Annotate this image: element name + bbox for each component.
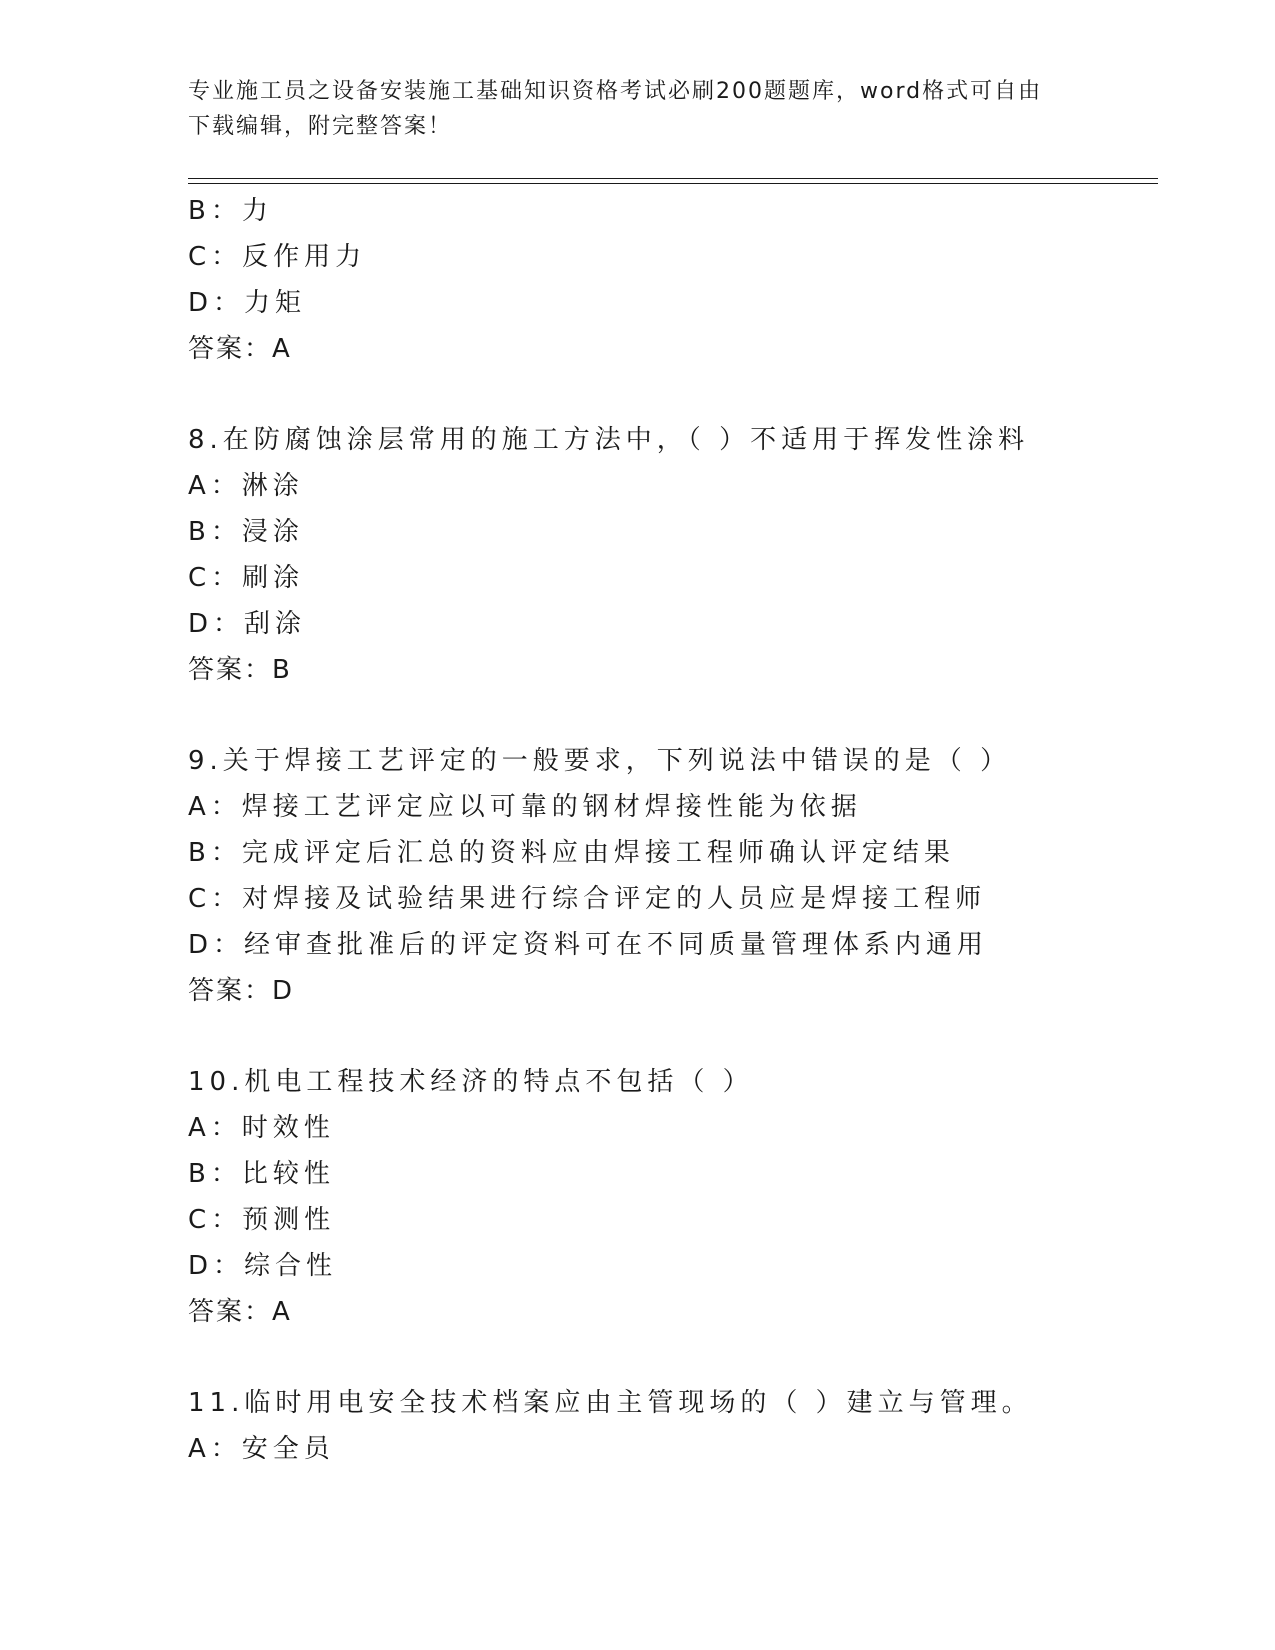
question-block <box>188 738 1168 1014</box>
header-rule-top <box>188 178 1158 179</box>
question-block <box>188 417 1168 693</box>
option-line: D：经审查批准后的评定资料可在不同质量管理体系内通用 <box>188 930 989 960</box>
question-stem: 10.机电工程技术经济的特点不包括（ ） <box>188 1067 754 1097</box>
document-header <box>188 74 1088 144</box>
option-line: C：预测性 <box>188 1205 336 1235</box>
option-line: C：对焊接及试验结果进行综合评定的人员应是焊接工程师 <box>188 884 987 914</box>
answer-line: 答案：A <box>188 334 292 364</box>
block-spacer <box>188 1014 1168 1059</box>
question-list <box>188 188 1168 1472</box>
question-stem: 8.在防腐蚀涂层常用的施工方法中，（ ）不适用于挥发性涂料 <box>188 425 1030 455</box>
option-line: A：焊接工艺评定应以可靠的钢材焊接性能为依据 <box>188 792 862 822</box>
block-spacer <box>188 372 1168 417</box>
header-line-1: 专业施工员之设备安装施工基础知识资格考试必刷200题题库，word格式可自由 <box>188 79 1043 104</box>
option-line: D：刮涂 <box>188 609 307 639</box>
question-stem: 9.关于焊接工艺评定的一般要求，下列说法中错误的是（ ） <box>188 746 1012 776</box>
answer-line: 答案：D <box>188 976 295 1006</box>
option-line: D：综合性 <box>188 1251 338 1281</box>
answer-line: 答案：A <box>188 1297 292 1327</box>
header-rule-bottom <box>188 183 1158 184</box>
option-line: A：安全员 <box>188 1434 335 1464</box>
option-line: C：反作用力 <box>188 242 367 272</box>
option-line: A：淋涂 <box>188 471 304 501</box>
question-block <box>188 188 1168 372</box>
question-stem: 11.临时用电安全技术档案应由主管现场的（ ）建立与管理。 <box>188 1388 1033 1418</box>
option-line: B：力 <box>188 196 273 226</box>
option-line: B：完成评定后汇总的资料应由焊接工程师确认评定结果 <box>188 838 955 868</box>
header-line-2: 下载编辑，附完整答案！ <box>188 114 453 139</box>
question-block <box>188 1059 1168 1335</box>
option-line: B：比较性 <box>188 1159 335 1189</box>
answer-line: 答案：B <box>188 655 292 685</box>
option-line: D：力矩 <box>188 288 307 318</box>
block-spacer <box>188 693 1168 738</box>
question-block <box>188 1380 1168 1472</box>
option-line: A：时效性 <box>188 1113 335 1143</box>
block-spacer <box>188 1335 1168 1380</box>
option-line: B：浸涂 <box>188 517 304 547</box>
option-line: C：刷涂 <box>188 563 305 593</box>
